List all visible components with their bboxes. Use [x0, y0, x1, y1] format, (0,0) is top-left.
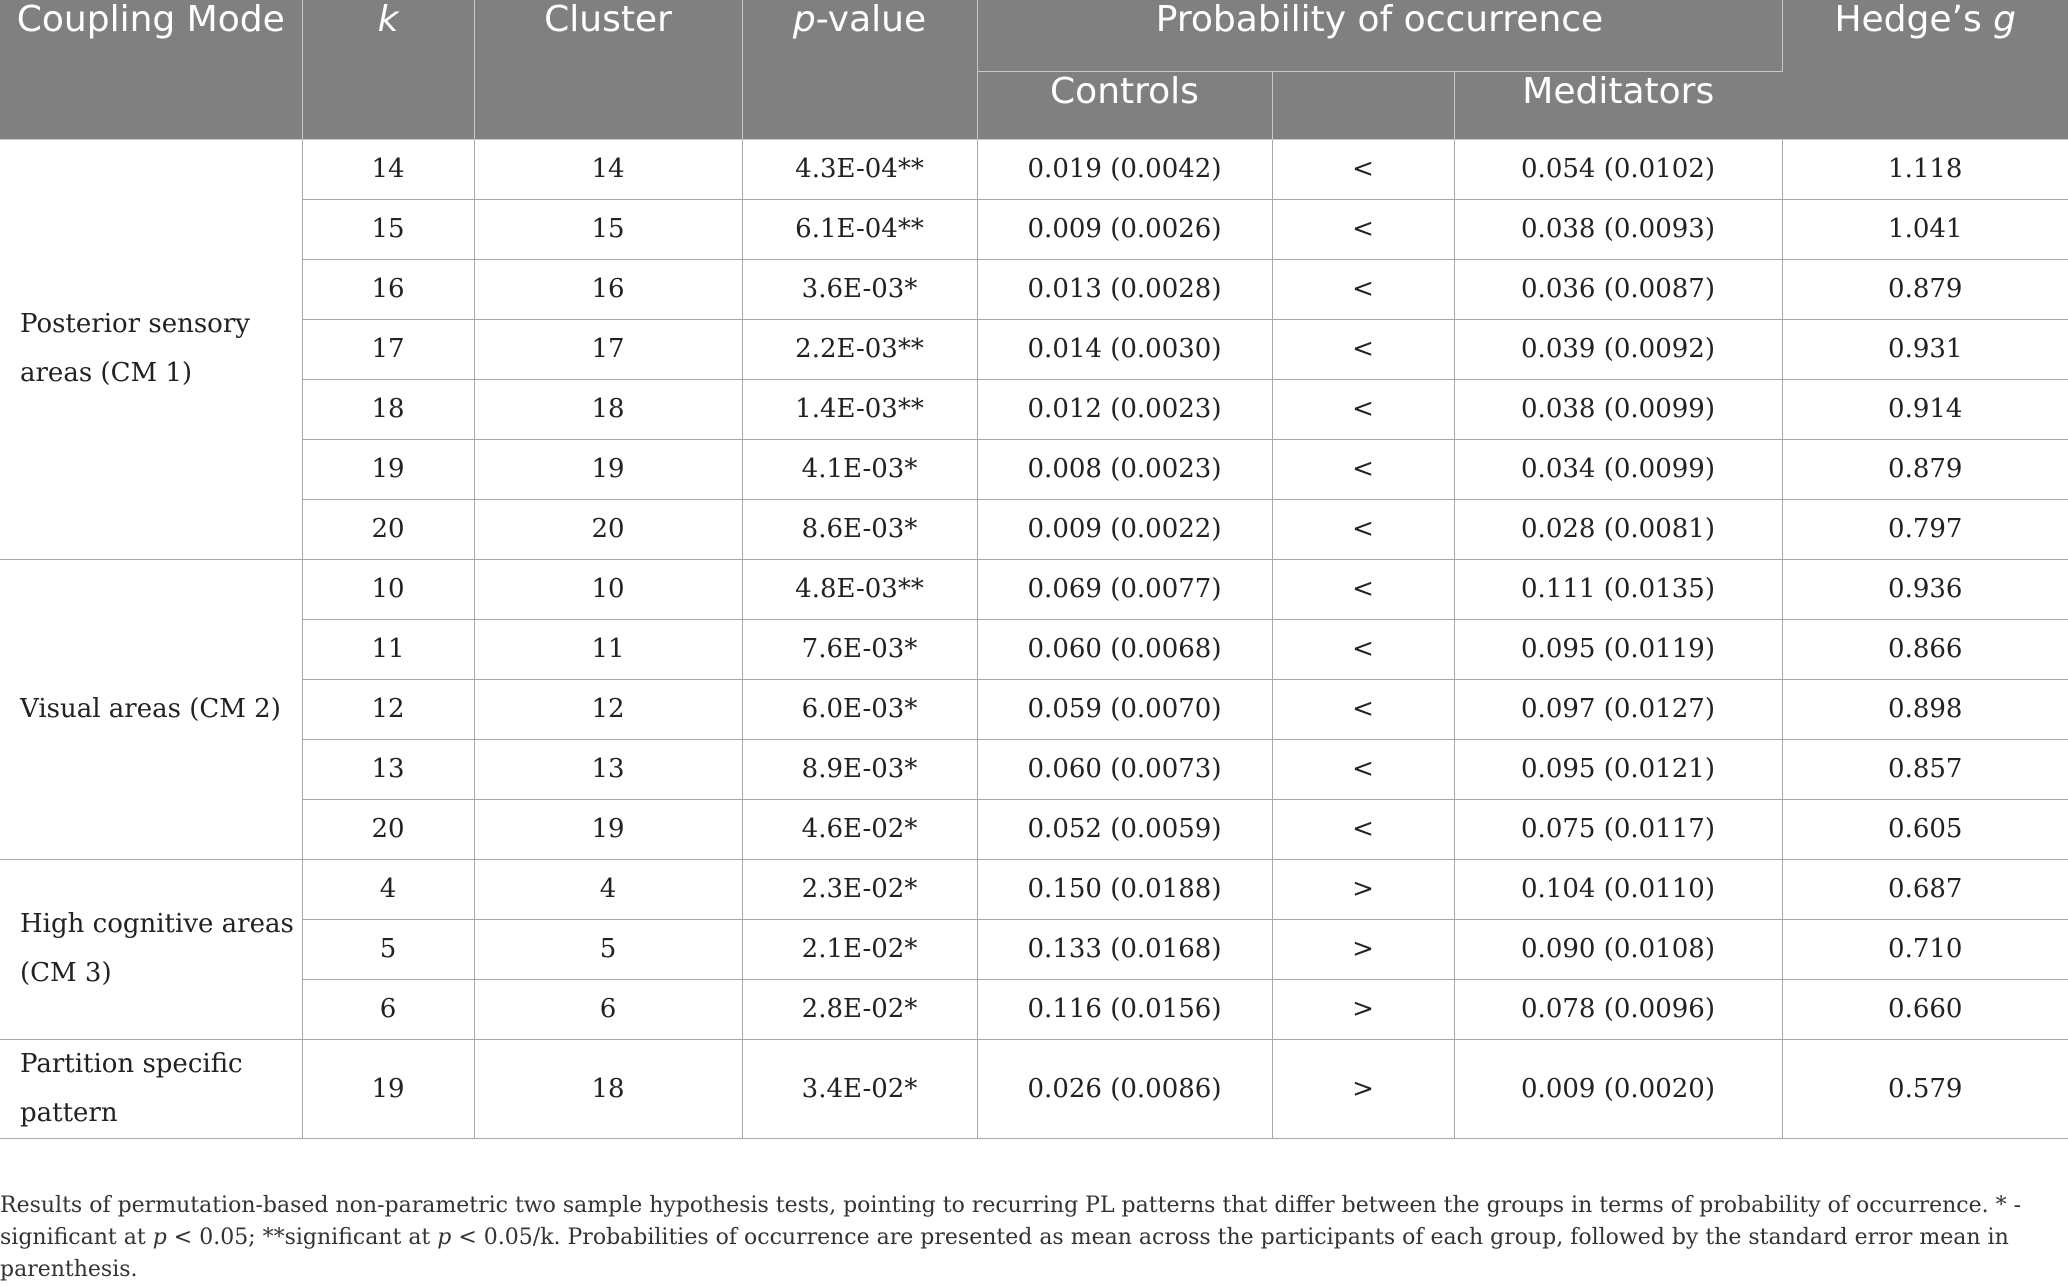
cell-hedges-g: 0.879: [1782, 259, 2068, 319]
cell-p-value: 8.9E-03*: [742, 739, 977, 799]
cell-p-value: 6.0E-03*: [742, 679, 977, 739]
cell-comparison: <: [1272, 259, 1454, 319]
cell-p-value: 4.6E-02*: [742, 799, 977, 859]
cell-meditators: 0.095 (0.0121): [1454, 739, 1782, 799]
cell-controls: 0.012 (0.0023): [977, 379, 1272, 439]
cell-controls: 0.116 (0.0156): [977, 979, 1272, 1039]
cell-hedges-g: 0.660: [1782, 979, 2068, 1039]
cell-k: 10: [302, 559, 474, 619]
cell-hedges-g: 1.118: [1782, 139, 2068, 199]
cell-controls: 0.009 (0.0026): [977, 199, 1272, 259]
cell-comparison: <: [1272, 199, 1454, 259]
cell-meditators: 0.054 (0.0102): [1454, 139, 1782, 199]
cell-cluster: 13: [474, 739, 742, 799]
cell-k: 13: [302, 739, 474, 799]
table-row: [0, 679, 2068, 739]
group-label: Visual areas (CM 2): [0, 559, 302, 859]
table-row: [0, 739, 2068, 799]
group-label: Posterior sensory areas (CM 1): [0, 139, 302, 559]
table-row: [0, 559, 2068, 619]
cell-cluster: 6: [474, 979, 742, 1039]
cell-k: 6: [302, 979, 474, 1039]
cell-hedges-g: 0.579: [1782, 1039, 2068, 1138]
cell-cluster: 19: [474, 439, 742, 499]
cell-meditators: 0.038 (0.0099): [1454, 379, 1782, 439]
table-row: [0, 259, 2068, 319]
table-row: [0, 1039, 2068, 1138]
table-row: [0, 799, 2068, 859]
cell-hedges-g: 0.687: [1782, 859, 2068, 919]
cell-hedges-g: 0.866: [1782, 619, 2068, 679]
table-row: [0, 379, 2068, 439]
cell-cluster: 11: [474, 619, 742, 679]
cell-p-value: 4.3E-04**: [742, 139, 977, 199]
cell-meditators: 0.090 (0.0108): [1454, 919, 1782, 979]
cell-controls: 0.013 (0.0028): [977, 259, 1272, 319]
cell-p-value: 4.1E-03*: [742, 439, 977, 499]
cell-p-value: 3.6E-03*: [742, 259, 977, 319]
cell-k: 20: [302, 499, 474, 559]
cell-k: 19: [302, 1039, 474, 1138]
table-row: [0, 919, 2068, 979]
cell-controls: 0.060 (0.0073): [977, 739, 1272, 799]
cell-cluster: 18: [474, 379, 742, 439]
cell-hedges-g: 0.605: [1782, 799, 2068, 859]
cell-hedges-g: 0.914: [1782, 379, 2068, 439]
cell-cluster: 10: [474, 559, 742, 619]
table-row: [0, 979, 2068, 1039]
table-row: [0, 199, 2068, 259]
cell-controls: 0.026 (0.0086): [977, 1039, 1272, 1138]
cell-cluster: 4: [474, 859, 742, 919]
cell-k: 17: [302, 319, 474, 379]
caption-p-2: p: [437, 1225, 452, 1250]
header-hedges-g: [1782, 0, 2068, 139]
cell-controls: 0.019 (0.0042): [977, 139, 1272, 199]
cell-hedges-g: 0.857: [1782, 739, 2068, 799]
cell-cluster: 15: [474, 199, 742, 259]
cell-comparison: <: [1272, 139, 1454, 199]
group-label: Partition specific pattern: [0, 1039, 302, 1138]
cell-hedges-g: 0.879: [1782, 439, 2068, 499]
cell-meditators: 0.095 (0.0119): [1454, 619, 1782, 679]
cell-k: 16: [302, 259, 474, 319]
cell-meditators: 0.028 (0.0081): [1454, 499, 1782, 559]
cell-meditators: 0.075 (0.0117): [1454, 799, 1782, 859]
cell-cluster: 16: [474, 259, 742, 319]
cell-hedges-g: 0.797: [1782, 499, 2068, 559]
cell-p-value: 2.3E-02*: [742, 859, 977, 919]
header-p-value: [742, 0, 977, 139]
cell-comparison: <: [1272, 799, 1454, 859]
table-row: [0, 499, 2068, 559]
cell-comparison: <: [1272, 739, 1454, 799]
cell-comparison: >: [1272, 859, 1454, 919]
cell-comparison: <: [1272, 619, 1454, 679]
header-k: k: [302, 0, 474, 139]
header-p-rest: -value: [815, 0, 927, 40]
header-controls: Controls: [977, 71, 1272, 139]
cell-meditators: 0.078 (0.0096): [1454, 979, 1782, 1039]
cell-p-value: 2.2E-03**: [742, 319, 977, 379]
cell-controls: 0.069 (0.0077): [977, 559, 1272, 619]
cell-controls: 0.133 (0.0168): [977, 919, 1272, 979]
cell-controls: 0.052 (0.0059): [977, 799, 1272, 859]
cell-controls: 0.009 (0.0022): [977, 499, 1272, 559]
table-row: [0, 139, 2068, 199]
header-probability: Probability of occurrence: [977, 0, 1782, 71]
cell-controls: 0.014 (0.0030): [977, 319, 1272, 379]
cell-p-value: 2.8E-02*: [742, 979, 977, 1039]
cell-hedges-g: 0.710: [1782, 919, 2068, 979]
cell-p-value: 1.4E-03**: [742, 379, 977, 439]
cell-meditators: 0.104 (0.0110): [1454, 859, 1782, 919]
cell-comparison: <: [1272, 379, 1454, 439]
cell-cluster: 14: [474, 139, 742, 199]
cell-controls: 0.008 (0.0023): [977, 439, 1272, 499]
cell-cluster: 18: [474, 1039, 742, 1138]
cell-controls: 0.059 (0.0070): [977, 679, 1272, 739]
cell-p-value: 2.1E-02*: [742, 919, 977, 979]
cell-controls: 0.060 (0.0068): [977, 619, 1272, 679]
cell-k: 5: [302, 919, 474, 979]
caption-text-3: < 0.05/k. Probabilities of occurrence are presented as mean across the participants of each group, followed by the standard error mean in parenthesis.: [0, 1225, 2009, 1282]
cell-hedges-g: 0.931: [1782, 319, 2068, 379]
cell-p-value: 6.1E-04**: [742, 199, 977, 259]
header-meditators: Meditators: [1454, 71, 1782, 139]
cell-controls: 0.150 (0.0188): [977, 859, 1272, 919]
cell-comparison: <: [1272, 559, 1454, 619]
header-hedges-prefix: Hedge’s: [1834, 0, 1994, 40]
cell-meditators: 0.036 (0.0087): [1454, 259, 1782, 319]
cell-k: 15: [302, 199, 474, 259]
cell-cluster: 12: [474, 679, 742, 739]
cell-comparison: <: [1272, 679, 1454, 739]
cell-meditators: 0.097 (0.0127): [1454, 679, 1782, 739]
cell-comparison: >: [1272, 919, 1454, 979]
caption-text-1: Results of permutation-based non-parametric two sample hypothesis tests, pointing to recurring PL patterns that differ between the groups in terms of probability of occurrence. * - significant at: [0, 1193, 2022, 1250]
cell-k: 12: [302, 679, 474, 739]
cell-hedges-g: 0.898: [1782, 679, 2068, 739]
cell-k: 11: [302, 619, 474, 679]
cell-k: 20: [302, 799, 474, 859]
header-cluster: Cluster: [474, 0, 742, 139]
header-compare-blank: [1272, 71, 1454, 139]
cell-comparison: <: [1272, 319, 1454, 379]
cell-k: 14: [302, 139, 474, 199]
cell-comparison: <: [1272, 439, 1454, 499]
table-row: [0, 859, 2068, 919]
group-label: High cognitive areas (CM 3): [0, 859, 302, 1039]
header-p-italic: p: [792, 0, 816, 40]
table-caption: [0, 1190, 2060, 1286]
header-hedges-g-italic: g: [1993, 0, 2017, 40]
table-row: [0, 319, 2068, 379]
cell-cluster: 19: [474, 799, 742, 859]
cell-p-value: 8.6E-03*: [742, 499, 977, 559]
cell-cluster: 20: [474, 499, 742, 559]
table-body: [0, 139, 2068, 1138]
cell-comparison: >: [1272, 979, 1454, 1039]
caption-text-2: < 0.05; **significant at: [166, 1225, 438, 1250]
cell-meditators: 0.039 (0.0092): [1454, 319, 1782, 379]
cell-meditators: 0.038 (0.0093): [1454, 199, 1782, 259]
cell-meditators: 0.111 (0.0135): [1454, 559, 1782, 619]
caption-p-1: p: [152, 1225, 167, 1250]
table-row: [0, 619, 2068, 679]
cell-cluster: 17: [474, 319, 742, 379]
cell-hedges-g: 0.936: [1782, 559, 2068, 619]
cell-p-value: 4.8E-03**: [742, 559, 977, 619]
table-row: [0, 439, 2068, 499]
cell-p-value: 7.6E-03*: [742, 619, 977, 679]
cell-comparison: >: [1272, 1039, 1454, 1138]
cell-k: 18: [302, 379, 474, 439]
cell-hedges-g: 1.041: [1782, 199, 2068, 259]
cell-meditators: 0.034 (0.0099): [1454, 439, 1782, 499]
header-coupling-mode: Coupling Mode: [0, 0, 302, 139]
cell-k: 4: [302, 859, 474, 919]
cell-meditators: 0.009 (0.0020): [1454, 1039, 1782, 1138]
cell-k: 19: [302, 439, 474, 499]
cell-cluster: 5: [474, 919, 742, 979]
cell-p-value: 3.4E-02*: [742, 1039, 977, 1138]
cell-comparison: <: [1272, 499, 1454, 559]
